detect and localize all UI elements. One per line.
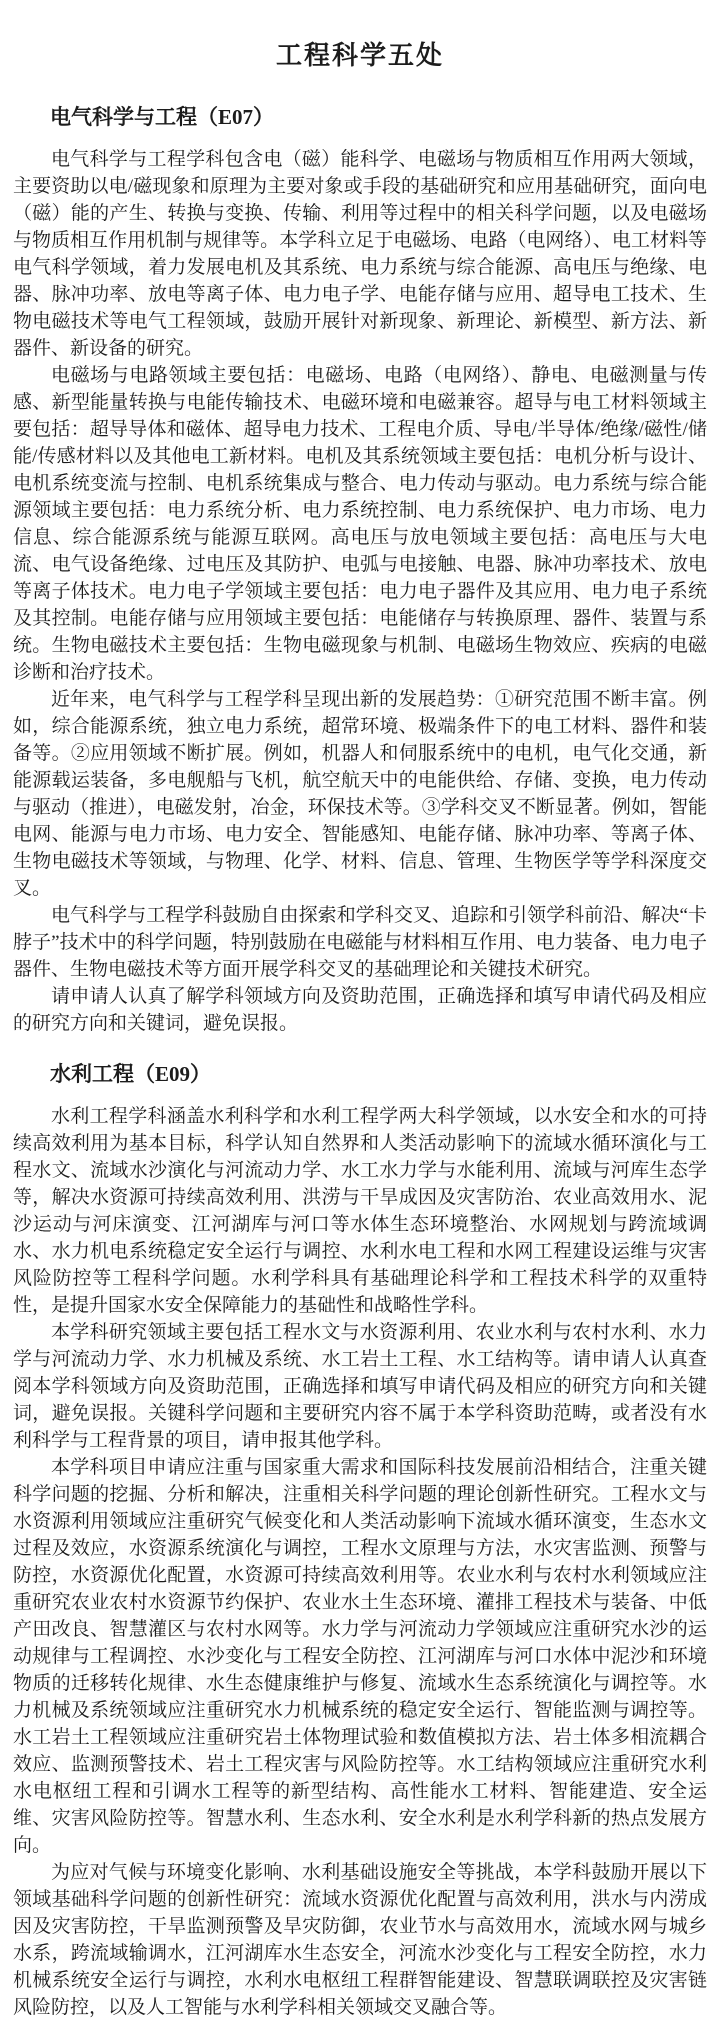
paragraph: 本学科项目申请应注重与国家重大需求和国际科技发展前沿相结合，注重关键科学问题的挖掘、分析和解决，注重相关科学问题的理论创新性研究。工程水文与水资源利用领域应注重研究气候变化和人类活动影响下流域水循环演变，生态水文过程及效应，水资源系统演化与调控，工程水文原理与方法，水灾害监测、预警与防控，水资源优化配置，水资源可持续高效利用等。农业水利与农村水利领域应注重研究农业农村水资源节约保护、农业水土生态环境、灌排工程技术与装备、中低产田改良、智慧灌区与农村水网等。水力学与河流动力学领域应注重研究水沙的运动规律与工程调控、水沙变化与工程安全防控、江河湖库与河口水体中泥沙和环境物质的迁移转化规律、水生态健康维护与修复、流域水生态系统演化与调控等。水力机械及系统领域应注重研究水力机械系统的稳定安全运行、智能监测与调控等。水工岩土工程领域应注重研究岩土体物理试验和数值模拟方法、岩土体多相流耦合效应、监测预警技术、岩土工程灾害与风险防控等。水工结构领域应注重研究水利水电枢纽工程和引调水工程等的新型结构、高性能水工材料、智能建造、安全运维、灾害风险防控等。智慧水利、生态水利、安全水利是水利学科新的热点发展方向。 [13, 1457, 707, 1856]
section-e07 [13, 106, 707, 1037]
section-heading-e09: 水利工程（E09） [50, 1062, 212, 1086]
paragraph: 近年来，电气科学与工程学科呈现出新的发展趋势：①研究范围不断丰富。例如，综合能源系统，独立电力系统，超常环境、极端条件下的电工材料、器件和装备等。②应用领域不断扩展。例如，机器人和伺服系统中的电机，电气化交通，新能源载运装备，多电舰船与飞机，航空航天中的电能供给、存储、变换，电力传动与驱动（推进），电磁发射，冶金，环保技术等。③学科交叉不断显著。例如，智能电网、能源与电力市场、电力安全、智能感知、电能存储、脉冲功率、等离子体、生物电磁技术等领域，与物理、化学、材料、信息、管理、生物医学等学科深度交叉。 [13, 689, 707, 899]
paragraph: 电气科学与工程学科鼓励自由探索和学科交叉、追踪和引领学科前沿、解决“卡脖子”技术中的科学问题，特别鼓励在电磁能与材料相互作用、电力装备、电力电子器件、生物电磁技术等方面开展学科交叉的基础理论和关键技术研究。 [13, 905, 707, 980]
paragraph: 电磁场与电路领域主要包括：电磁场、电路（电网络）、静电、电磁测量与传感、新型能量转换与电能传输技术、电磁环境和电磁兼容。超导与电工材料领域主要包括：超导导体和磁体、超导电力技术、工程电介质、导电/半导体/绝缘/磁性/储能/传感材料以及其他电工新材料。电机及其系统领域主要包括：电机分析与设计、电机系统变流与控制、电机系统集成与整合、电力传动与驱动。电力系统与综合能源领域主要包括：电力系统分析、电力系统控制、电力系统保护、电力市场、电力信息、综合能源系统与能源互联网。高电压与放电领域主要包括：高电压与大电流、电气设备绝缘、过电压及其防护、电弧与电接触、电器、脉冲功率技术、放电等离子体技术。电力电子学领域主要包括：电力电子器件及其应用、电力电子系统及其控制。电能存储与应用领域主要包括：电能储存与转换原理、器件、装置与系统。生物电磁技术主要包括：生物电磁现象与机制、电磁场生物效应、疾病的电磁诊断和治疗技术。 [13, 365, 707, 683]
paragraph: 为应对气候与环境变化影响、水利基础设施安全等挑战，本学科鼓励开展以下领域基础科学问题的创新性研究：流域水资源优化配置与高效利用，洪水与内涝成因及灾害防控，干旱监测预警及旱灾防御，农业节水与高效用水，流域水网与城乡水系，跨流域输调水，江河湖库水生态安全，河流水沙变化与工程安全防控，水力机械系统安全运行与调控，水利水电枢纽工程群智能建设、智慧联调联控及灾害链风险防控，以及人工智能与水利学科相关领域交叉融合等。 [13, 1862, 707, 2018]
document-title: 工程科学五处 [275, 41, 444, 70]
paragraph: 水利工程学科涵盖水利科学和水利工程学两大科学领域，以水安全和水的可持续高效利用为基本目标，科学认知自然界和人类活动影响下的流域水循环演化与工程水文、流域水沙演化与河流动力学、水工水力学与水能利用、流域与河库生态学等，解决水资源可持续高效利用、洪涝与干旱成因及灾害防治、农业高效用水、泥沙运动与河床演变、江河湖库与河口等水体生态环境整治、水网规划与跨流域调水、水力机电系统稳定安全运行与调控、水利水电工程和水网工程建设运维与灾害风险防控等工程科学问题。水利学科具有基础理论科学和工程技术科学的双重特性，是提升国家水安全保障能力的基础性和战略性学科。 [13, 1106, 707, 1316]
paragraph: 电气科学与工程学科包含电（磁）能科学、电磁场与物质相互作用两大领域，主要资助以电/磁现象和原理为主要对象或手段的基础研究和应用基础研究，面向电（磁）能的产生、转换与变换、传输、利用等过程中的相关科学问题，以及电磁场与物质相互作用机制与规律等。本学科立足于电磁场、电路（电网络）、电工材料等电气科学领域，着力发展电机及其系统、电力系统与综合能源、高电压与绝缘、电器、脉冲功率、放电等离子体、电力电子学、电能存储与应用、超导电工技术、生物电磁技术等电气工程领域，鼓励开展针对新现象、新理论、新模型、新方法、新器件、新设备的研究。 [13, 149, 707, 359]
section-heading-e07: 电气科学与工程（E07） [50, 105, 275, 129]
paragraph: 请申请人认真了解学科领域方向及资助范围，正确选择和填写申请代码及相应的研究方向和关键词，避免误报。 [13, 986, 707, 1034]
section-e09 [13, 1063, 707, 2021]
paragraph: 本学科研究领域主要包括工程水文与水资源利用、农业水利与农村水利、水力学与河流动力学、水力机械及系统、水工岩土工程、水工结构等。请申请人认真查阅本学科领域方向及资助范围，正确选择和填写申请代码及相应的研究方向和关键词，避免误报。关键科学问题和主要研究内容不属于本学科资助范畴，或者没有水利科学与工程背景的项目，请申报其他学科。 [13, 1322, 707, 1451]
